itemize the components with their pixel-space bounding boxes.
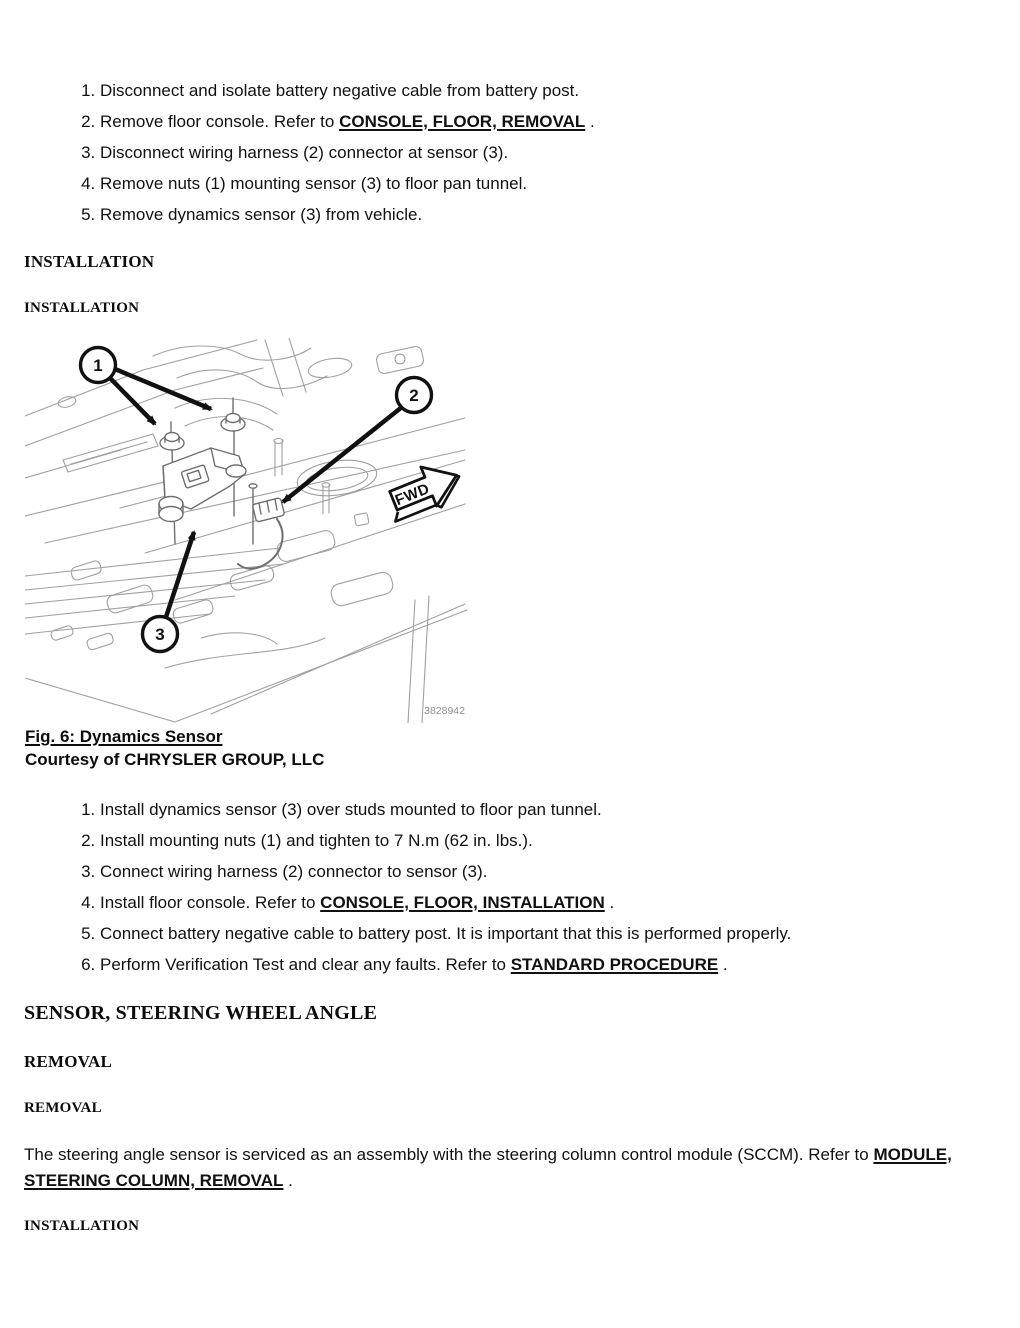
step-item (100, 830, 996, 852)
step-item (100, 892, 996, 914)
figure-dynamics-sensor (25, 338, 996, 771)
callout-1-number: 1 (93, 356, 103, 375)
note-text-post: . (283, 1171, 293, 1190)
section-title-steering-wheel-angle-sensor: SENSOR, STEERING WHEEL ANGLE (24, 1002, 378, 1024)
removal-heading-large: REMOVAL (24, 1052, 112, 1071)
step-text-post: . (718, 955, 728, 974)
step-item (100, 111, 996, 133)
installation-heading-small: INSTALLATION (24, 300, 140, 316)
steering-sensor-service-note (24, 1142, 969, 1194)
step-text: Remove nuts (1) mounting sensor (3) to floor pan tunnel. (100, 174, 528, 193)
figure-caption-courtesy: Courtesy of CHRYSLER GROUP, LLC (25, 750, 325, 769)
step-text: Remove floor console. Refer to (100, 112, 340, 131)
step-text: Connect wiring harness (2) connector to sensor (3). (100, 862, 488, 881)
installation-heading-large: INSTALLATION (24, 252, 155, 271)
callout-3 (143, 617, 178, 652)
step-item (100, 861, 996, 883)
ref-link-console-floor-removal[interactable]: CONSOLE, FLOOR, REMOVAL (339, 112, 586, 131)
callout-arrows (109, 369, 402, 617)
step-item (100, 204, 996, 226)
ref-link-console-floor-installation[interactable]: CONSOLE, FLOOR, INSTALLATION (320, 893, 605, 912)
step-text: Perform Verification Test and clear any faults. Refer to (100, 955, 511, 974)
step-text-post: . (604, 893, 615, 912)
step-text: Install dynamics sensor (3) over studs mounted to floor pan tunnel. (100, 800, 602, 819)
removal-heading-small: REMOVAL (24, 1100, 102, 1116)
step-text-post: . (585, 112, 595, 131)
callout-1 (81, 348, 116, 383)
ref-link-standard-procedure[interactable]: STANDARD PROCEDURE (510, 955, 719, 974)
step-text: Connect battery negative cable to battery post. It is important that this is performed properly. (100, 924, 792, 943)
step-item (100, 799, 996, 821)
step-item (100, 954, 996, 976)
step-item (100, 173, 996, 195)
figure-caption (25, 725, 996, 771)
step-item (100, 142, 996, 164)
figure-part-number: 3828942 (424, 705, 465, 717)
dynamics-sensor-diagram (25, 338, 470, 723)
step-item (100, 923, 996, 945)
step-text: Remove dynamics sensor (3) from vehicle. (100, 205, 423, 224)
removal-steps-list (24, 0, 996, 226)
step-item (100, 80, 996, 102)
installation-steps-list (24, 799, 996, 976)
fwd-label: FWD (392, 480, 433, 510)
step-text: Install mounting nuts (1) and tighten to 7 N.m (62 in. lbs.). (100, 831, 533, 850)
note-text: The steering angle sensor is serviced as an assembly with the steering column control module (SCCM). Refer to (24, 1145, 874, 1164)
callout-3-number: 3 (155, 625, 165, 644)
callout-2 (397, 378, 432, 413)
step-text: Disconnect and isolate battery negative cable from battery post. (100, 81, 580, 100)
step-text: Disconnect wiring harness (2) connector at sensor (3). (100, 143, 509, 162)
ref-link-module-steering-column-removal[interactable]: MODULE, STEERING COLUMN, REMOVAL (24, 1145, 952, 1190)
callout-2-number: 2 (409, 386, 419, 405)
figure-caption-title: Fig. 6: Dynamics Sensor (25, 727, 223, 746)
step-text: Install floor console. Refer to (100, 893, 321, 912)
installation-heading-bottom: INSTALLATION (24, 1218, 140, 1234)
